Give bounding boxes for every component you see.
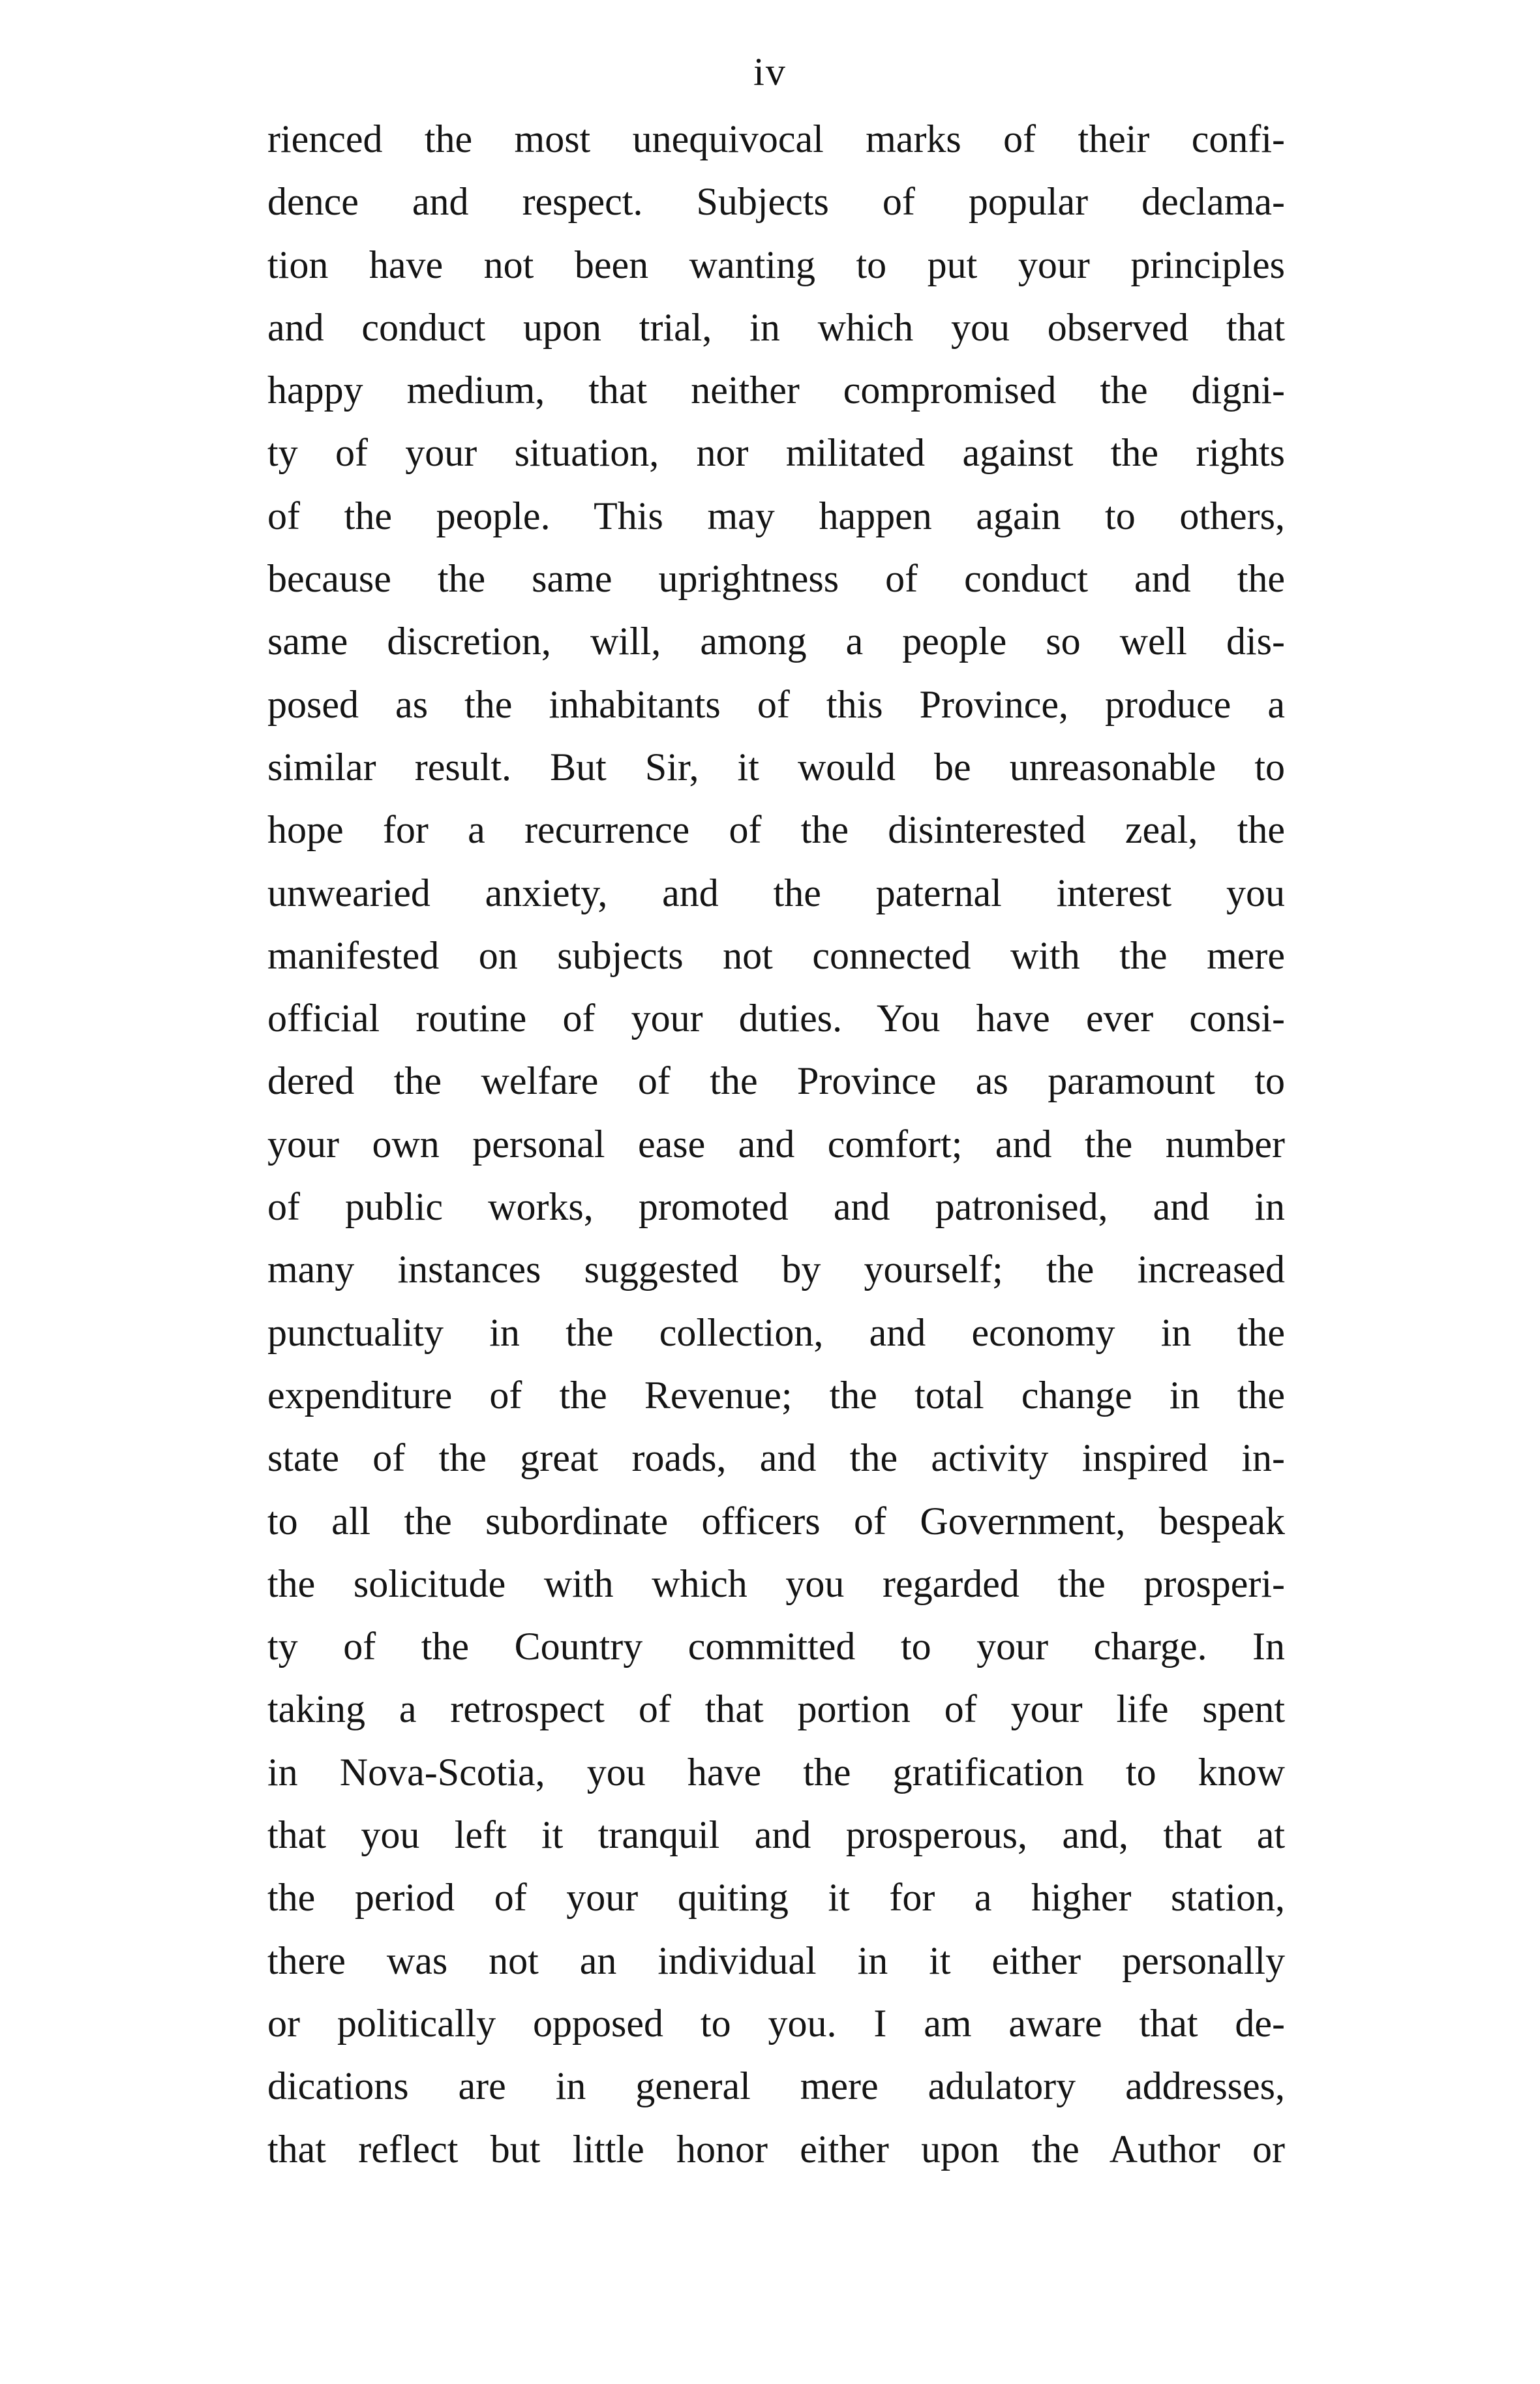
text-line: manifested on subjects not connected with the mere (267, 933, 1285, 977)
text-line: the solicitude with which you regarded the prosperi- (267, 1562, 1285, 1605)
text-line: that reflect but little honor either upon the Author or (267, 2127, 1285, 2171)
text-line: dications are in general mere adulatory addresses, (267, 2064, 1285, 2108)
text-line: happy medium, that neither compromised the digni- (267, 369, 1285, 412)
text-line: tion have not been wanting to put your principles (267, 243, 1285, 286)
text-line: same discretion, will, among a people so well dis- (267, 620, 1285, 663)
text-line: of public works, promoted and patronised, and in (267, 1185, 1285, 1229)
text-line: there was not an individual in it either personally (267, 1939, 1285, 1982)
text-line: official routine of your duties. You have ever consi- (267, 997, 1285, 1040)
text-line: ty of your situation, nor militated against the rights (267, 431, 1285, 475)
text-line: ty of the Country committed to your charge. In (267, 1625, 1285, 1668)
text-line: similar result. But Sir, it would be unreasonable to (267, 745, 1285, 789)
text-line: state of the great roads, and the activity inspired in- (267, 1436, 1285, 1480)
text-line: taking a retrospect of that portion of your life spent (267, 1687, 1285, 1731)
text-line: in Nova-Scotia, you have the gratification to know (267, 1750, 1285, 1794)
text-line: many instances suggested by yourself; the increased (267, 1248, 1285, 1291)
text-line: and conduct upon trial, in which you observed that (267, 305, 1285, 349)
text-line: unwearied anxiety, and the paternal interest you (267, 871, 1285, 914)
text-line: rienced the most unequivocal marks of their confi- (267, 117, 1285, 160)
text-line: punctuality in the collection, and economy in the (267, 1310, 1285, 1354)
text-line: because the same uprightness of conduct and the (267, 557, 1285, 601)
body-text (267, 108, 1285, 2180)
text-line: dence and respect. Subjects of popular declama- (267, 180, 1285, 224)
text-line: dered the welfare of the Province as paramount to (267, 1059, 1285, 1103)
text-line: hope for a recurrence of the disinterested zeal, the (267, 808, 1285, 852)
text-line: the period of your quiting it for a higher station, (267, 1876, 1285, 1920)
text-line: your own personal ease and comfort; and the number (267, 1122, 1285, 1166)
page-number: iv (753, 50, 787, 93)
text-line: posed as the inhabitants of this Province, produce a (267, 682, 1285, 726)
text-line: of the people. This may happen again to others, (267, 494, 1285, 537)
text-line: to all the subordinate officers of Government, bespeak (267, 1499, 1285, 1543)
text-line: expenditure of the Revenue; the total change in the (267, 1373, 1285, 1417)
text-line: that you left it tranquil and prosperous, and, that at (267, 1813, 1285, 1857)
text-line: or politically opposed to you. I am aware that de- (267, 2001, 1285, 2045)
